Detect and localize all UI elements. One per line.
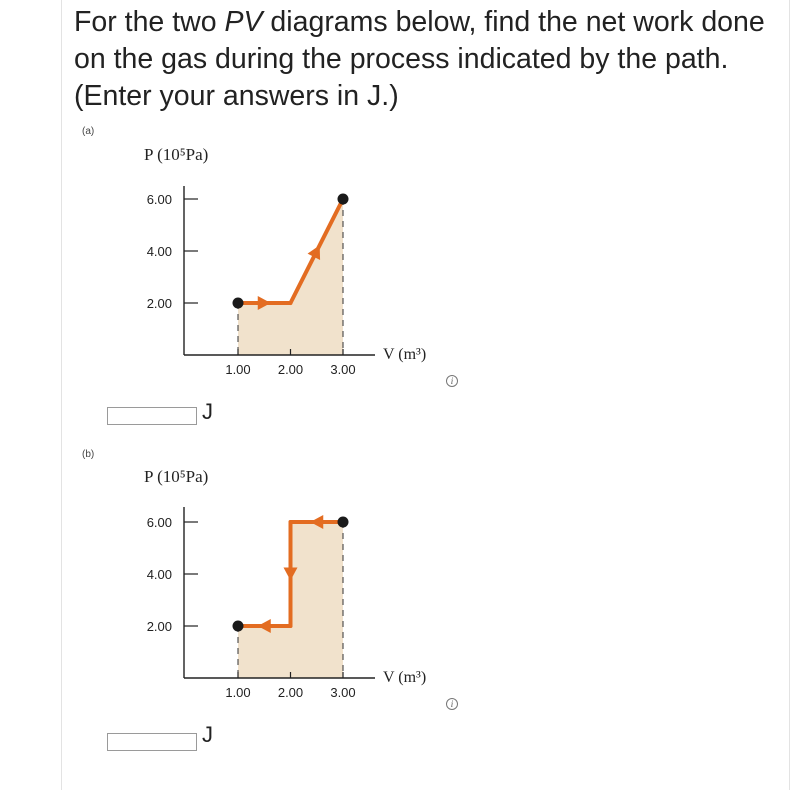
x-tick-label: 2.00: [277, 685, 304, 700]
pv-term: PV: [224, 6, 263, 38]
state-point: [338, 517, 349, 528]
y-tick-label: 4.00: [146, 244, 172, 259]
y-axis-title: P (10⁵Pa): [144, 145, 209, 164]
y-tick-label: 4.00: [146, 567, 172, 582]
y-axis-title: P (10⁵Pa): [144, 467, 209, 486]
y-tick-label: 2.00: [146, 619, 172, 634]
x-tick-label: 1.00: [225, 362, 251, 377]
part-a-label: (a): [82, 126, 95, 137]
info-icon[interactable]: i: [446, 375, 458, 387]
x-tick-label: 2.00: [277, 362, 304, 377]
y-tick-label: 2.00: [146, 296, 172, 311]
answer-b-input[interactable]: [107, 733, 197, 751]
x-axis-title: V (m³): [383, 346, 427, 363]
state-point: [233, 621, 244, 632]
answer-a-unit: J: [202, 399, 213, 424]
x-tick-label: 3.00: [330, 685, 356, 700]
y-tick-label: 6.00: [146, 515, 172, 530]
x-tick-label: 1.00: [225, 685, 251, 700]
y-tick-label: 6.00: [146, 192, 172, 207]
part-b-label: (b): [82, 449, 95, 460]
info-icon[interactable]: i: [446, 698, 458, 710]
answer-b-unit: J: [202, 722, 213, 747]
x-tick-label: 3.00: [330, 362, 356, 377]
question-text: For the two PV diagrams below, find the net work done on the gas during the process indicated by the path. (Enter your answers in J.): [74, 6, 765, 112]
x-axis-title: V (m³): [383, 669, 427, 686]
